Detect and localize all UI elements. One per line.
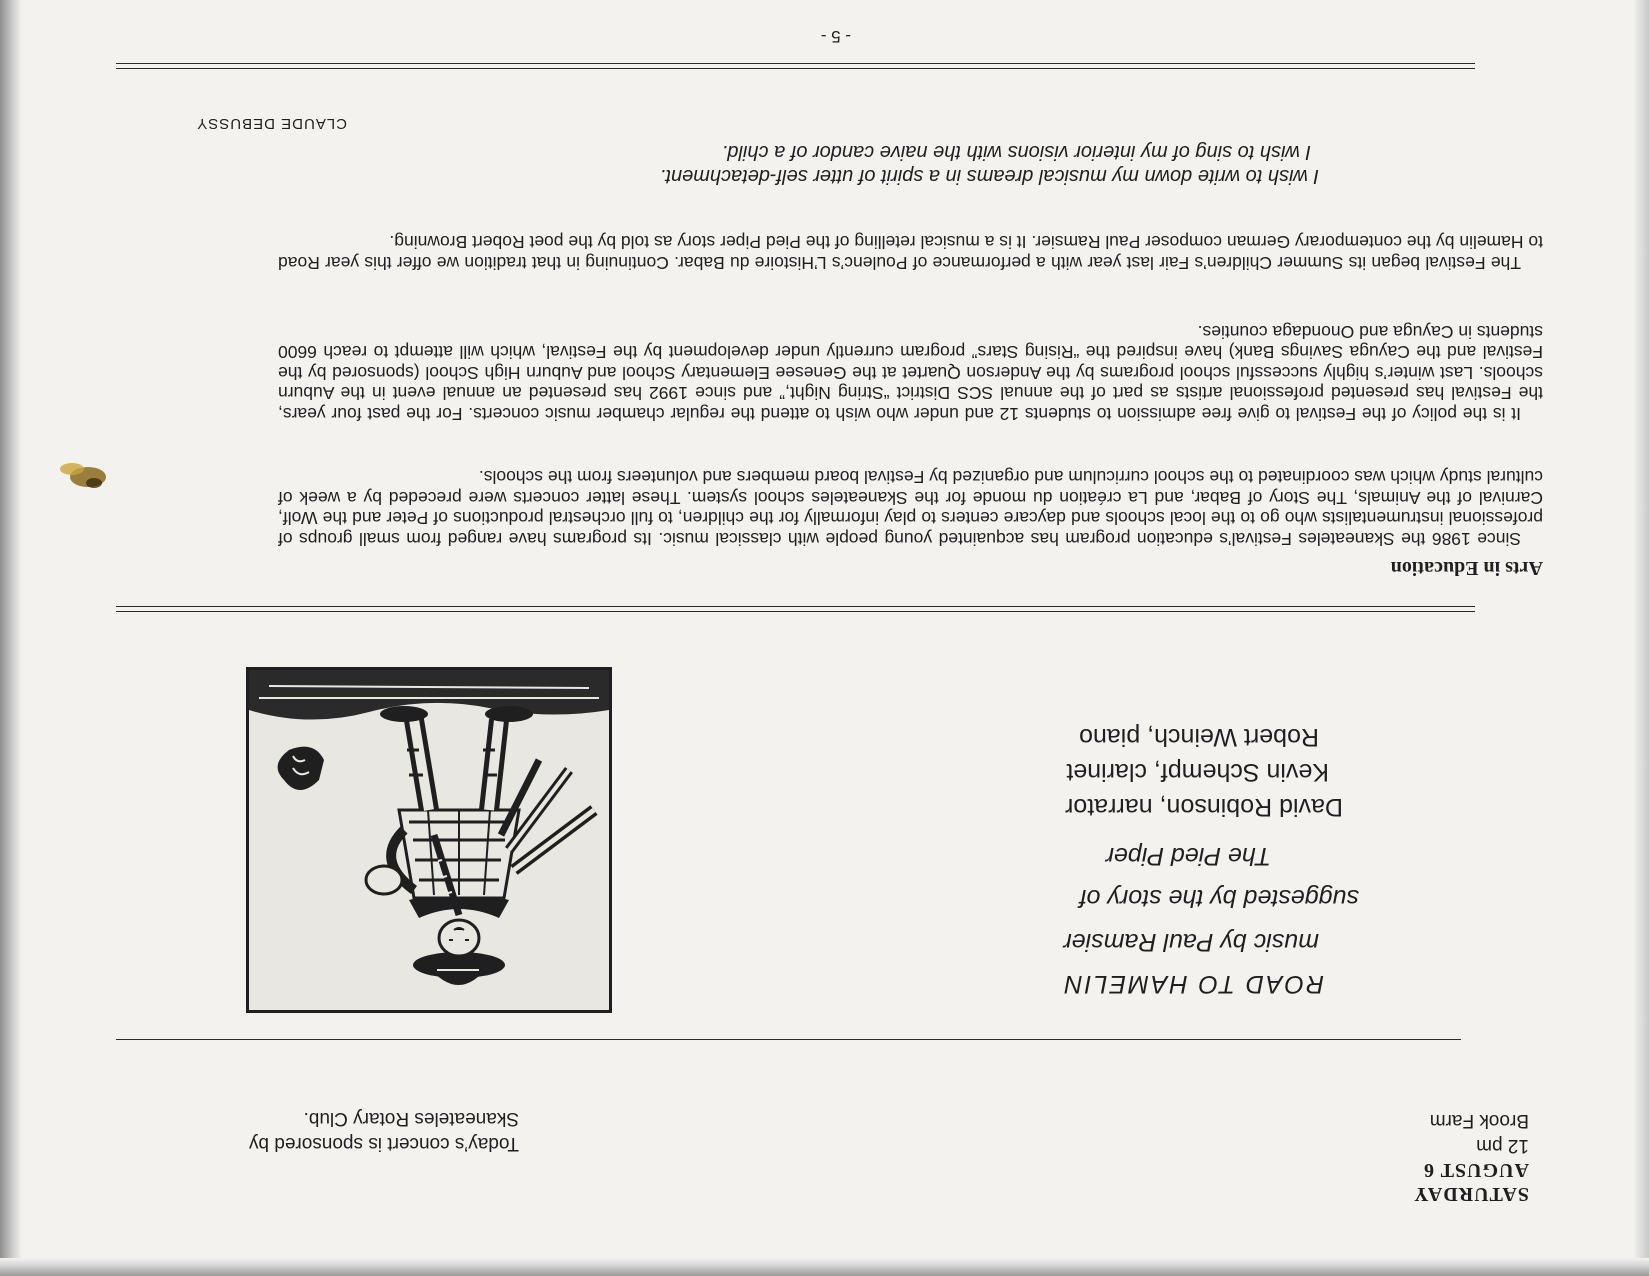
education-paragraph-3 [278, 232, 1543, 273]
suggested-line: suggested by the story of [1079, 884, 1359, 912]
event-date: AUGUST 6 [1423, 1159, 1529, 1181]
quote-line-2: I wish to sing of my interior visions with the naive candor of a child. [721, 141, 1311, 163]
education-paragraph-3-text: The Festival began its Summer Children’s Fair last year with a performance of Poulenc’s L’Histoire du Babar. Continuing in that tradition we offer this year Road to Hamelin by the contemporary German composer Paul Ramsier. It is a musical retelling of the Pied Piper story as told by the poet Robert Browning. [278, 232, 1543, 273]
quote-line-1: I wish to write down my musical dreams in a spirit of utter self-detachment. [659, 165, 1319, 187]
footer-divider-bottom [116, 63, 1475, 64]
work-title: ROAD TO HAMELIN [1062, 970, 1324, 998]
education-paragraph-1-text: Since 1986 the Skaneateles Festival’s education program has acquainted young people with classical music. Its programs have ranged from small groups of professional instrumentalists who go to the local schools and daycare centers to play informally for the children, to full orchestral productions of Peter and the Wolf, Carnival of the Animals, The Story of Babar, and La création du monde for the Skaneateles school system. These latter concerts were preceded by a week of cultural study which was coordinated to the school curriculum and organized by Festival board members and volunteers from the schools. [278, 467, 1543, 549]
event-day: SATURDAY [1413, 1183, 1529, 1205]
event-day-date [1413, 1158, 1529, 1206]
section-divider-bottom [116, 606, 1475, 607]
footer-divider-top [116, 68, 1475, 69]
header-divider [116, 1039, 1461, 1040]
sponsor-note [249, 1106, 519, 1156]
debussy-quote [660, 140, 1319, 188]
performer-3: Robert Weinch, piano [1079, 723, 1319, 751]
education-paragraph-2-text: It is the policy of the Festival to give free admission to students 12 and under who wish to attend the regular chamber music concerts. For the past four years, the Festival has presented professional artists as part of the annual SCS District “String Night,” and since 1992 has presented an annual event in the Auburn schools. Last winter’s highly successful school programs by the Anderson Quartet at the Genesee Elementary School and Auburn High School (sponsored by the Festival and the Cayuga Savings Bank) have inspired the “Rising Stars” program currently under development by the Festival, which will attempt to reach 6600 students in Cayuga and Onondaga counties. [278, 322, 1543, 424]
event-time: 12 pm [1476, 1135, 1529, 1156]
section-divider-top [116, 611, 1475, 612]
performer-2: Kevin Schempf, clarinet [1066, 758, 1329, 786]
sponsor-line-1: Today’s concert is sponsored by [248, 1133, 519, 1154]
composer-line: music by Paul Ramsier [1063, 928, 1319, 956]
arts-in-education-heading: Arts in Education [1390, 557, 1543, 579]
education-paragraph-1 [278, 467, 1543, 549]
pied-piper-woodcut-icon [246, 667, 612, 1013]
sponsor-line-2: Skaneateles Rotary Club. [303, 1108, 519, 1129]
story-title: The Pied Piper [1105, 842, 1271, 870]
page-number: - 5 - [820, 27, 851, 46]
performer-1: David Robinson, narrator [1065, 793, 1343, 821]
education-paragraph-2 [278, 322, 1543, 425]
event-venue: Brook Farm [1429, 1110, 1529, 1131]
quote-attribution: CLAUDE DEBUSSY [196, 115, 347, 132]
